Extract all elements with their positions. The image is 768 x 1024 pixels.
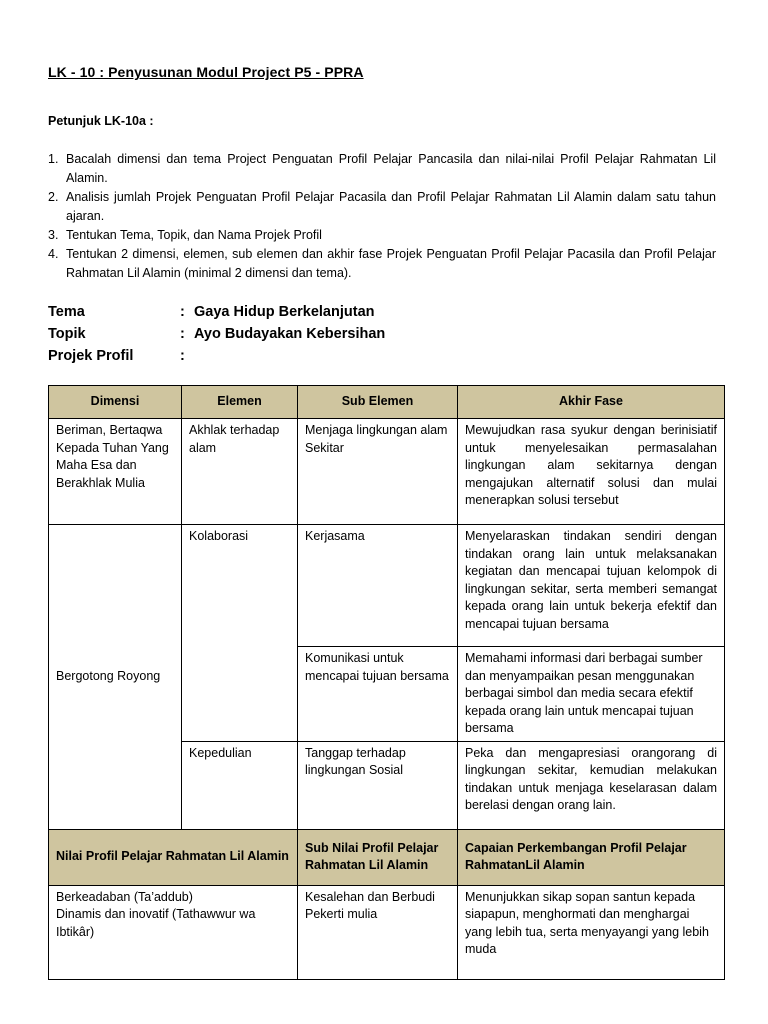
document-title: LK - 10 : Penyusunan Modul Project P5 - PPRA [48,64,364,80]
header-nilai-profil: Nilai Profil Pelajar Rahmatan Lil Alamin [49,829,298,885]
cell-akhir-fase: Peka dan mengapresiasi orangorang di lingkungan sekitar, kemudian melakukan tindakan untuk menjaga keselarasan dalam berelasi dengan orang lain. [458,741,725,829]
header-capaian: Capaian Perkembangan Profil Pelajar RahmatanLil Alamin [458,829,725,885]
tema-value: Gaya Hidup Berkelanjutan [194,304,375,320]
cell-elemen: Akhlak terhadap alam [182,419,298,525]
header-elemen: Elemen [182,386,298,419]
nilai-item: Dinamis dan inovatif (Tathawwur wa Ibtikâr) [56,907,256,939]
section-header-row [49,829,725,885]
cell-sub-elemen: Komunikasi untuk mencapai tujuan bersama [298,647,458,742]
cell-sub-elemen: Kerjasama [298,525,458,647]
table-row [49,525,725,647]
header-sub-elemen: Sub Elemen [298,386,458,419]
topik-row: Topik : Ayo Budayakan Kebersihan [48,323,385,345]
header-sub-nilai: Sub Nilai Profil Pelajar Rahmatan Lil Alamin [298,829,458,885]
cell-sub-elemen: Menjaga lingkungan alam Sekitar [298,419,458,525]
cell-akhir-fase: Menyelaraskan tindakan sendiri dengan tindakan orang lain untuk melaksanakan kegiatan dan mencapai tujuan kelompok di lingkungan sekitar, serta memberi semangat kepada orang lain untuk bekerja efektif dan mencapai tujuan bersama [458,525,725,647]
topik-value: Ayo Budayakan Kebersihan [194,326,386,342]
instruction-item: 2. Analisis jumlah Projek Penguatan Profil Pelajar Pacasila dan Profil Pelajar Rahmatan Lil Alamin dalam satu tahun ajaran. [48,190,716,223]
cell-sub-elemen: Tanggap terhadap lingkungan Sosial [298,741,458,829]
project-meta [48,301,385,367]
cell-akhir-fase: Mewujudkan rasa syukur dengan berinisiatif untuk menyelesaikan permasalahan lingkungan alam sekitarnya dengan mengajukan alternatif solusi dan mulai menerapkan solusi tersebut [458,419,725,525]
cell-capaian: Menunjukkan sikap sopan santun kepada siapapun, menghormati dan menghargai yang lebih tua, serta menyayangi yang lebih muda [458,885,725,979]
nilai-item: Berkeadaban (Ta’addub) [56,889,193,904]
table-row [49,419,725,525]
tema-row: Tema : Gaya Hidup Berkelanjutan [48,301,385,323]
table-row [49,885,725,979]
header-dimensi: Dimensi [49,386,182,419]
instruction-item: 1. Bacalah dimensi dan tema Project Penguatan Profil Pelajar Pancasila dan nilai-nilai Profil Pelajar Rahmatan Lil Alamin. [48,152,716,185]
table-header-row [49,386,725,419]
projek-row: Projek Profil : [48,345,385,367]
instructions-list [48,150,716,283]
topik-label: Topik [48,326,86,342]
cell-sub-nilai: Kesalehan dan Berbudi Pekerti mulia [298,885,458,979]
header-akhir-fase: Akhir Fase [458,386,725,419]
cell-elemen: Kolaborasi [182,525,298,742]
cell-akhir-fase: Memahami informasi dari berbagai sumber dan menyampaikan pesan menggunakan berbagai simbol dan media secara efektif kepada orang lain untuk mencapai tujuan bersama [458,647,725,742]
profile-table [48,385,725,980]
cell-elemen: Kepedulian [182,741,298,829]
instruction-item: 4. Tentukan 2 dimensi, elemen, sub elemen dan akhir fase Projek Penguatan Profil Pelajar Pacasila dan Profil Pelajar Rahmatan Lil Alamin (minimal 2 dimensi dan tema). [48,247,716,280]
instruction-item: 3. Tentukan Tema, Topik, dan Nama Projek Profil [48,228,322,242]
instructions-heading: Petunjuk LK-10a : [48,114,154,128]
cell-dimensi: Bergotong Royong [49,525,182,830]
tema-label: Tema [48,304,85,320]
cell-nilai [49,885,298,979]
projek-label: Projek Profil [48,348,134,364]
cell-dimensi: Beriman, Bertaqwa Kepada Tuhan Yang Maha Esa dan Berakhlak Mulia [49,419,182,525]
